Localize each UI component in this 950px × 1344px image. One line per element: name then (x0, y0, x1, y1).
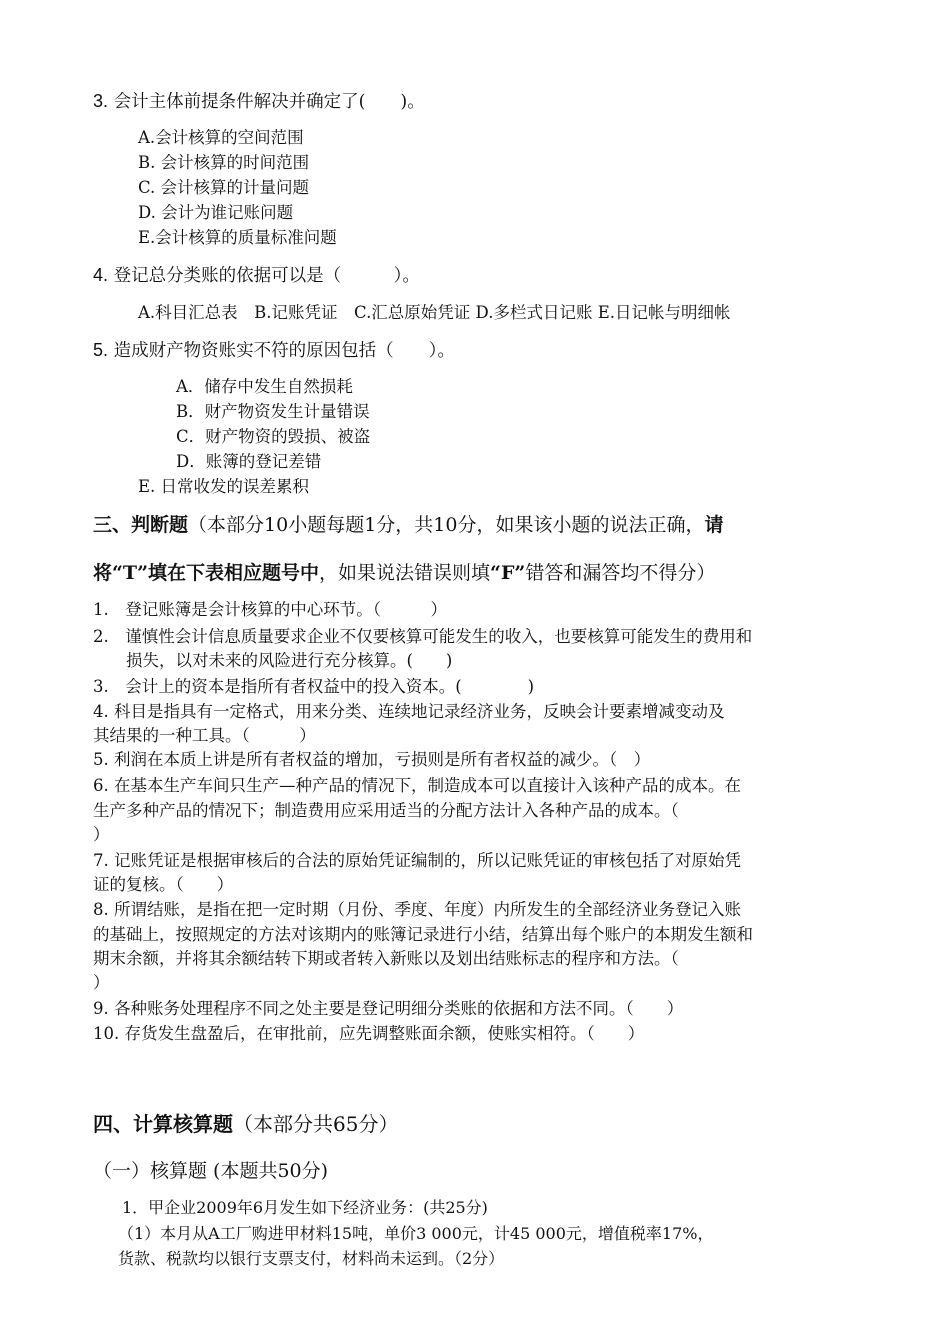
option: D．账簿的登记差错 (176, 452, 322, 471)
judgment-line: 损失，以对未来的风险进行充分核算。( ) (93, 651, 453, 670)
judgment-line: ） (93, 973, 110, 992)
paragraph: （1）本月从A工厂购进甲材料15吨，单价3 000元，计45 000元，增值税率17%， (118, 1224, 714, 1243)
option: A．储存中发生自然损耗 (176, 377, 353, 396)
option: E.会计核算的质量标准问题 (138, 228, 337, 247)
subsection-heading: （一）核算题 (本题共50分) (93, 1160, 329, 1182)
section-instruction: 错答和漏答均不得分） (525, 562, 716, 584)
question-number: 4. (93, 265, 109, 285)
paragraph: 货款、税款均以银行支票支付，材料尚未运到。（2分） (118, 1249, 505, 1268)
section-4-heading (93, 1110, 398, 1138)
option: D. 会计为谁记账问题 (138, 203, 294, 222)
section-title: 三、判断题 (93, 514, 189, 536)
section-instruction: ，如果说法错误则填 (319, 562, 491, 584)
option: E. 日常收发的误差累积 (138, 477, 310, 496)
judgment-line: 6. 在基本生产车间只生产—种产品的情况下，制造成本可以直接计入该种产品的成本。在 (93, 776, 741, 795)
judgment-line: 期末余额，并将其余额结转下期或者转入新账以及划出结账标志的程序和方法。（ (93, 949, 679, 968)
judgment-line: 2. 谨慎性会计信息质量要求企业不仅要核算可能发生的收入，也要核算可能发生的费用和 (93, 627, 753, 646)
question-4 (93, 264, 420, 287)
option: C. 会计核算的计量问题 (138, 178, 310, 197)
question-3 (93, 90, 425, 113)
judgment-line: 4. 科目是指具有一定格式，用来分类、连续地记录经济业务，反映会计要素增减变动及 (93, 702, 725, 721)
option: B．财产物资发生计量错误 (176, 402, 370, 421)
judgment-line: 8. 所谓结账，是指在把一定时期（月份、季度、年度）内所发生的全部经济业务登记入账 (93, 900, 741, 919)
section-note: （本部分共65分） (233, 1112, 399, 1136)
question-text: 会计主体前提条件解决并确定了( )。 (113, 92, 425, 112)
judgment-line: ） (93, 825, 110, 844)
option: A.会计核算的空间范围 (138, 128, 304, 147)
judgment-line: 证的复核。（ ） (93, 875, 234, 894)
section-instruction: （本部分10小题每题1分，共10分，如果该小题的说法正确， (188, 514, 705, 536)
judgment-line: 的基础上，按照规定的方法对该期内的账簿记录进行小结，结算出每个账户的本期发生额和 (93, 925, 753, 944)
paragraph: 1．甲企业2009年6月发生如下经济业务：(共25分) (122, 1198, 488, 1217)
section-title: 四、计算核算题 (93, 1112, 233, 1136)
section-instruction-bold: “F” (490, 562, 526, 584)
judgment-line: 1. 登记账簿是会计核算的中心环节。（ ） (93, 600, 447, 619)
judgment-line: 生产多种产品的情况下；制造费用应采用适当的分配方法计入各种产品的成本。（ (93, 801, 679, 820)
question-text: 造成财产物资账实不符的原因包括（ ）。 (113, 341, 455, 361)
judgment-line: 3. 会计上的资本是指所有者权益中的投入资本。( ) (93, 677, 535, 696)
section-3-heading (93, 512, 723, 538)
judgment-line: 7. 记账凭证是根据审核后的合法的原始凭证编制的，所以记账凭证的审核包括了对原始凭 (93, 851, 741, 870)
option: B. 会计核算的时间范围 (138, 153, 310, 172)
section-3-heading-cont (93, 560, 715, 586)
section-instruction-bold: 将“T”填在下表相应题号中 (93, 562, 319, 584)
section-instruction-bold: 请 (704, 514, 724, 536)
question-number: 3. (93, 91, 109, 111)
question-5 (93, 339, 455, 362)
question-number: 5. (93, 340, 109, 360)
judgment-line: 其结果的一种工具。（ ） (93, 726, 316, 745)
judgment-line: 9. 各种账务处理程序不同之处主要是登记明细分类账的依据和方法不同。（ ） (93, 999, 684, 1018)
question-text: 登记总分类账的依据可以是（ ）。 (113, 266, 420, 286)
options-line: A.科目汇总表 B.记账凭证 C.汇总原始凭证 D.多栏式日记账 E.日记帐与明细帐 (138, 303, 731, 322)
judgment-line: 10. 存货发生盘盈后，在审批前，应先调整账面余额，使账实相符。（ ） (93, 1024, 645, 1043)
option: C．财产物资的毁损、被盗 (176, 427, 371, 446)
judgment-line: 5. 利润在本质上讲是所有者权益的增加，亏损则是所有者权益的减少。（ ） (93, 750, 651, 769)
